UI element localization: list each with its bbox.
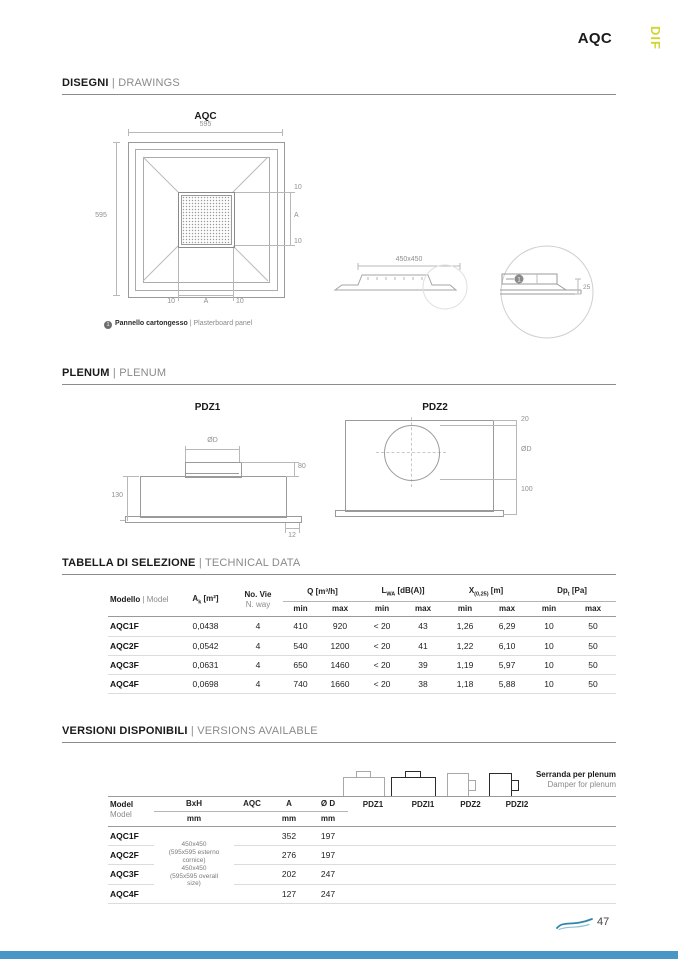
dim-line	[116, 142, 117, 296]
tech-cell-x-min: 1,19	[456, 659, 474, 670]
drawing-label-aqc: AQC	[194, 111, 217, 122]
plenum-flange	[125, 516, 302, 523]
header-ak-sub: k	[198, 599, 202, 606]
header-vie-it: No. Vie	[244, 590, 272, 600]
bxh-line: size)	[187, 880, 201, 888]
dim-10-right-top: 10	[294, 184, 302, 191]
tech-cell-dp-max: 50	[588, 621, 598, 632]
versions-cell-pdz1	[348, 884, 398, 903]
drawing-label-pdz2: PDZ2	[422, 402, 448, 413]
tech-cell-lwa-max: 39	[418, 659, 428, 670]
section-title-it: TABELLA DI SELEZIONE	[62, 557, 196, 569]
header-vie-en: N. way	[245, 600, 271, 610]
versions-cell-fill	[541, 846, 616, 865]
damper-note-it: Serranda per plenum	[535, 770, 616, 779]
dim-595-left: 595	[95, 212, 107, 219]
versions-cell-model: AQC4F	[110, 888, 139, 899]
versions-cell-a: 127	[281, 888, 297, 899]
dim-ext-line	[440, 425, 516, 426]
subheader-max: max	[570, 602, 616, 617]
col-header-model	[108, 584, 178, 617]
versions-cell-pdz2	[448, 884, 493, 903]
pdzi1-plenum-icon	[391, 771, 434, 795]
header-x-sub: (0,25)	[474, 591, 489, 598]
col-group-q: Q [m³/h]	[283, 584, 362, 602]
versions-cell-pdz1	[348, 827, 398, 846]
dim-line	[185, 449, 240, 450]
tech-cell-model: AQC4F	[110, 679, 139, 690]
subheader-max: max	[486, 602, 528, 617]
header-lwa-sub: WA	[386, 591, 396, 598]
dim-10-bottom-right: 10	[236, 298, 244, 305]
col-header-pdz1: PDZ1	[348, 797, 398, 827]
subheader-mm: mm	[308, 812, 348, 827]
tech-cell-model: AQC1F	[110, 621, 139, 632]
dim-tick	[239, 446, 240, 462]
versions-cell-pdzi1	[398, 865, 448, 884]
subheader-mm: mm	[154, 812, 234, 827]
tech-cell-q-max: 1660	[330, 679, 350, 690]
tech-cell-vie: 4	[255, 659, 261, 670]
header-model-it: Modello	[110, 595, 141, 605]
header-dp-unit: [Pa]	[571, 586, 587, 595]
header-dp: Dp	[557, 586, 568, 595]
versions-cell-a: 202	[281, 869, 297, 880]
side-tab-dif: DIF	[648, 26, 663, 50]
section-title-it: PLENUM	[62, 367, 110, 379]
header-ak: A	[192, 594, 199, 603]
drawing-label-pdz1: PDZ1	[194, 402, 221, 413]
plenum-body	[140, 476, 287, 518]
collar-line	[186, 473, 239, 474]
dim-tick	[282, 129, 283, 136]
tech-table-body	[108, 617, 616, 694]
icon-body	[343, 777, 385, 797]
dim-ext-line	[235, 245, 295, 246]
versions-table-row	[108, 827, 616, 846]
tech-table-row	[108, 655, 616, 674]
versions-cell-fill	[541, 865, 616, 884]
versions-cell-model: AQC3F	[110, 869, 139, 880]
callout-1-label: 1	[517, 277, 521, 284]
damper-note-en: Damper for plenum	[547, 780, 616, 790]
versions-cell-model: AQC1F	[110, 831, 139, 841]
col-group-dp	[528, 584, 616, 602]
subheader-min: min	[528, 602, 570, 617]
header-dp-sub: t	[567, 591, 570, 598]
versions-cell-od: 247	[320, 888, 336, 899]
col-header-pdzi1: PDZI1	[398, 797, 448, 827]
tech-cell-x-max: 6,10	[498, 640, 516, 651]
tech-cell-model: AQC3F	[110, 659, 139, 670]
col-header-model	[108, 797, 154, 827]
tech-cell-lwa-max: 38	[418, 679, 428, 690]
plan-caption	[104, 320, 252, 329]
tech-cell-x-min: 1,22	[456, 640, 474, 651]
dim-10-bottom-left: 10	[167, 298, 175, 305]
col-header-pdzi2: PDZI2	[493, 797, 541, 827]
versions-cell-aqc	[234, 846, 270, 865]
dim-line	[290, 192, 291, 246]
tech-cell-q-min: 540	[293, 640, 308, 651]
drawing-aqc-side	[330, 243, 620, 343]
col-header-od: Ø D	[308, 797, 348, 812]
section-header-versions	[62, 725, 616, 743]
drawing-aqc-plan	[90, 105, 330, 340]
page-title: AQC	[577, 30, 612, 47]
dim-100: 100	[521, 486, 533, 493]
bxh-line: 450x450	[181, 864, 207, 872]
dim-a-right: A	[294, 212, 299, 219]
detail-reference-circle	[423, 265, 467, 309]
col-header-ways	[233, 584, 283, 617]
plenum-flange	[335, 510, 504, 517]
section-header-drawings	[62, 77, 616, 95]
versions-cell-a: 276	[281, 850, 297, 861]
versions-cell-model: AQC2F	[110, 850, 139, 861]
versions-cell-fill	[541, 827, 616, 846]
technical-data-table-wrap	[108, 584, 616, 694]
header-lwa: L	[381, 586, 387, 595]
tech-cell-dp-min: 10	[544, 621, 554, 632]
dim-tick	[113, 142, 120, 143]
tech-cell-dp-min: 10	[544, 659, 554, 670]
tech-cell-lwa-min: < 20	[373, 640, 391, 651]
dim-diameter: ØD	[521, 446, 532, 453]
dim-ext-line	[120, 520, 125, 521]
tech-cell-dp-max: 50	[588, 679, 598, 690]
tech-cell-lwa-min: < 20	[373, 659, 391, 670]
versions-cell-bxh	[154, 827, 234, 904]
dim-130: 130	[111, 492, 123, 499]
dim-80: 80	[298, 463, 306, 470]
dim-ext-line	[503, 514, 516, 515]
tech-cell-q-max: 920	[332, 621, 348, 632]
spigot-circle	[384, 425, 440, 481]
subheader-min: min	[362, 602, 402, 617]
subheader-mm: mm	[270, 812, 308, 827]
callout-1-marker: 1	[104, 321, 112, 329]
dim-line	[178, 295, 234, 296]
tech-cell-q-min: 410	[293, 621, 308, 632]
versions-cell-aqc	[234, 865, 270, 884]
tech-cell-dp-min: 10	[544, 679, 554, 690]
col-header-a: A	[270, 797, 308, 812]
diffuser-core-stipple	[181, 195, 232, 245]
versions-cell-pdzi1	[398, 884, 448, 903]
tech-cell-x-max: 5,97	[498, 659, 516, 670]
header-ak-unit: [m²]	[203, 594, 219, 603]
subheader-empty	[234, 812, 270, 827]
tech-cell-dp-min: 10	[544, 640, 554, 651]
versions-cell-pdz1	[348, 846, 398, 865]
section-title-it: DISEGNI	[62, 77, 109, 89]
damper-note	[520, 770, 616, 791]
col-header-aqc: AQC	[234, 797, 270, 812]
section-header-selection	[62, 557, 616, 575]
section-title-en: | DRAWINGS	[111, 77, 180, 89]
dim-ext-line	[178, 248, 179, 301]
col-header-filler	[541, 797, 616, 827]
dim-tick	[185, 446, 186, 462]
tech-cell-x-max: 6,29	[498, 621, 516, 632]
versions-cell-aqc	[234, 827, 270, 846]
dim-595-top: 595	[199, 121, 212, 128]
tech-cell-lwa-min: < 20	[373, 679, 391, 690]
tech-cell-x-min: 1,18	[456, 679, 474, 690]
tech-cell-q-min: 740	[293, 679, 308, 690]
versions-cell-aqc	[234, 884, 270, 903]
bxh-line: 450x450	[181, 841, 207, 849]
tech-cell-q-max: 1460	[330, 659, 350, 670]
brand-swoosh-logo	[556, 916, 594, 932]
section-title-en: | PLENUM	[112, 367, 167, 379]
pdzi2-plenum-icon	[489, 773, 517, 795]
dim-diameter: ØD	[207, 437, 218, 444]
dim-line	[294, 462, 295, 476]
drawing-pdz1	[95, 396, 330, 544]
header-model-line2: Model	[110, 810, 132, 819]
header-x-unit: [m]	[490, 586, 504, 595]
col-header-pdz2: PDZ2	[448, 797, 493, 827]
technical-data-table	[108, 584, 616, 694]
versions-cell-pdzi2	[493, 884, 541, 903]
pdz2-plenum-icon	[447, 773, 474, 795]
tech-cell-vie: 4	[255, 621, 261, 632]
section-title-it: VERSIONI DISPONIBILI	[62, 725, 188, 737]
tech-cell-lwa-max: 43	[418, 621, 428, 632]
subheader-min: min	[444, 602, 486, 617]
tech-cell-vie: 4	[255, 640, 261, 651]
tech-cell-dp-max: 50	[588, 659, 598, 670]
versions-table	[108, 796, 616, 904]
page-number: 47	[597, 916, 610, 928]
dim-25: 25	[583, 284, 591, 291]
dim-line	[285, 528, 300, 529]
bxh-line: cornice)	[182, 857, 206, 865]
versions-cell-od: 197	[320, 831, 336, 841]
dim-10-right-bottom: 10	[294, 238, 302, 245]
footer-bar	[0, 951, 678, 959]
dim-ext-line	[286, 476, 299, 477]
versions-cell-pdz2	[448, 865, 493, 884]
dim-ext-line	[440, 479, 516, 480]
tech-cell-model: AQC2F	[110, 640, 139, 651]
caption-it: Pannello cartongesso	[115, 320, 188, 327]
caption-en: | Plasterboard panel	[189, 320, 253, 327]
bxh-line: (595x595 esterno	[168, 849, 220, 857]
dim-ext-line	[235, 192, 295, 193]
tech-cell-ak: 0,0542	[192, 640, 219, 651]
header-lwa-unit: [dB(A)]	[397, 586, 425, 595]
dim-a-bottom: A	[203, 298, 209, 305]
tech-cell-ak: 0,0631	[192, 659, 219, 670]
col-group-x	[444, 584, 528, 602]
col-header-ak	[178, 584, 233, 617]
icon-body	[447, 773, 469, 797]
dim-line	[127, 476, 128, 521]
bxh-line: (595x595 overall	[169, 872, 219, 880]
tech-table-row	[108, 617, 616, 636]
versions-table-wrap	[108, 796, 616, 904]
detail-zoom-circle	[501, 246, 593, 338]
tech-cell-dp-max: 50	[588, 640, 598, 651]
tech-cell-ak: 0,0438	[192, 621, 219, 632]
drawing-pdz2	[330, 396, 580, 544]
tech-table-row	[108, 636, 616, 655]
versions-cell-pdzi2	[493, 827, 541, 846]
icon-body	[391, 777, 436, 797]
versions-cell-pdz1	[348, 865, 398, 884]
versions-cell-pdz2	[448, 846, 493, 865]
versions-cell-pdzi1	[398, 846, 448, 865]
dim-20: 20	[521, 416, 529, 423]
tech-cell-x-min: 1,26	[456, 621, 474, 632]
dim-line	[516, 420, 517, 515]
pdz1-plenum-icon	[343, 771, 383, 795]
dim-ext-line	[123, 476, 139, 477]
versions-cell-pdzi1	[398, 827, 448, 846]
tech-cell-x-max: 5,88	[498, 679, 516, 690]
dim-ext-line	[233, 248, 234, 301]
dim-ext-line	[493, 420, 516, 421]
dim-line	[128, 132, 283, 133]
versions-cell-pdz2	[448, 827, 493, 846]
col-header-bxh: BxH	[154, 797, 234, 812]
header-model-line1: Model	[110, 800, 134, 809]
section-title-en: | VERSIONS AVAILABLE	[190, 725, 318, 737]
versions-cell-od: 247	[320, 869, 336, 880]
icon-body	[489, 773, 512, 797]
dim-tick	[128, 129, 129, 136]
versions-cell-a: 352	[281, 831, 297, 841]
tech-cell-vie: 4	[255, 679, 261, 690]
tech-cell-q-min: 650	[293, 659, 308, 670]
dim-ext-line	[241, 462, 299, 463]
dim-450x450: 450x450	[395, 256, 423, 263]
versions-cell-od: 197	[320, 850, 336, 861]
section-title-en: | TECHNICAL DATA	[198, 557, 301, 569]
subheader-max: max	[318, 602, 362, 617]
subheader-max: max	[402, 602, 444, 617]
dim-tick	[113, 295, 120, 296]
versions-cell-pdzi2	[493, 846, 541, 865]
dim-12: 12	[288, 532, 296, 539]
col-group-lwa	[362, 584, 444, 602]
versions-cell-pdzi2	[493, 865, 541, 884]
header-x: X	[468, 586, 475, 595]
versions-table-body	[108, 827, 616, 904]
tech-cell-lwa-min: < 20	[373, 621, 391, 632]
tech-cell-lwa-max: 41	[418, 640, 428, 651]
header-model-en: | Model	[142, 595, 169, 605]
tech-cell-q-max: 1200	[330, 640, 350, 651]
versions-cell-fill	[541, 884, 616, 903]
tech-table-row	[108, 675, 616, 694]
subheader-min: min	[283, 602, 318, 617]
tech-cell-ak: 0,0698	[192, 679, 219, 690]
section-header-plenum	[62, 367, 616, 385]
